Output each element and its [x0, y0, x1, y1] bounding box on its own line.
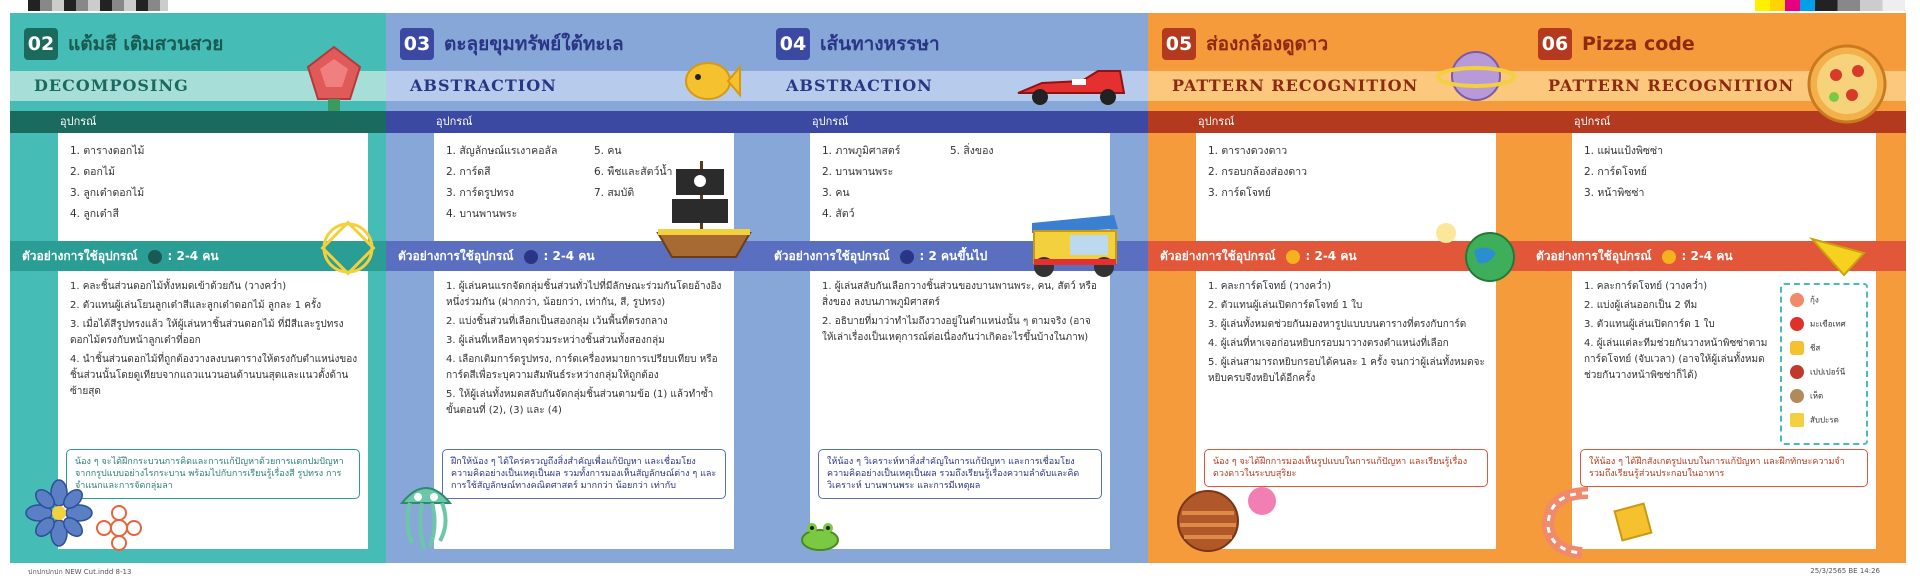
legend-label: มะเขือเทศ — [1810, 319, 1846, 329]
equipment-item: 3. การ์ดรูปทรง — [446, 187, 515, 199]
learning-note: น้อง ๆ จะได้ฝึกกระบวนการคิดและการแก้ปัญหาด้วยการแตกปมปัญหาจากกรูปแบบอย่างไรกระบาน พร้อมไปกับการเรียนรู้เรื่องสี รูปทรง การจำแนกและการจัดกลุ่มลา — [66, 449, 360, 499]
footer-slug-right: 25/3/2565 BE 14:26 — [1810, 567, 1880, 575]
people-icon — [148, 250, 162, 264]
equipment-card — [1572, 133, 1876, 241]
equipment-list-2 — [950, 141, 994, 162]
saturn-planet-icon — [1436, 41, 1516, 111]
legend-label: เปปเปอร์นี — [1810, 367, 1846, 377]
equipment-item: 4. บานพานพระ — [446, 208, 518, 220]
shrimp-cheese-icon — [1538, 483, 1658, 559]
step-item: 1. คละการ์ดโจทย์ (วางคว่ำ) — [1208, 281, 1332, 292]
footer-slug-left: ปกปกปกปก NEW Cut.indd 8-13 — [28, 568, 132, 576]
equipment-item: 3. คน — [822, 187, 850, 199]
equipment-item: 6. พืชและสัตว์น้ำ — [594, 166, 673, 178]
equipment-list — [1208, 141, 1307, 204]
equipment-item: 2. บานพานพระ — [822, 166, 894, 178]
activity-subtitle: DECOMPOSING — [34, 76, 189, 95]
players-count: : 2-4 คน — [543, 249, 595, 263]
planets-icon — [1174, 477, 1284, 557]
step-item: 1. ผู้เล่นคนแรกจัดกลุ่มชิ้นส่วนทั่วไปที่มีลักษณะร่วมกันโดยอ้างอิงหนึ่งร่วมกัน (ฝากกว่า, น้อยกว่า, เท่ากัน, สี, รูปทรง) — [446, 281, 722, 308]
people-icon — [524, 250, 538, 264]
equipment-list — [446, 141, 557, 225]
equipment-item: 2. การ์ดสี — [446, 166, 491, 178]
players-count: : 2-4 คน — [1681, 249, 1733, 263]
steps-list — [1208, 279, 1488, 390]
equipment-item: 1. ตารางดวงดาว — [1208, 145, 1288, 157]
people-icon — [1286, 250, 1300, 264]
activity-number: 03 — [400, 28, 434, 60]
activity-panel-04 — [762, 13, 1148, 563]
equipment-item: 3. การ์ดโจทย์ — [1208, 187, 1271, 199]
players-count: : 2-4 คน — [167, 249, 219, 263]
jellyfish-icon — [396, 473, 456, 553]
step-item: 2. อธิบายที่มาว่าทำไมถึงวางอยู่ในตำแหน่งนั้น ๆ ตามจริง (อาจให้เล่าเรื่องเป็นเหตุการณ์ต่อเนื่องกันว่าเกิดอะไรขึ้นบ้างในภาพ) — [822, 316, 1091, 343]
panel-header — [400, 27, 624, 61]
step-item: 1. ผู้เล่นสลับกันเลือกวางชิ้นส่วนของบานพานพระ, คน, สัตว์ หรือสิ่งของ ลงบนภาพภูมิศาสตร์ — [822, 281, 1097, 308]
equipment-band — [762, 111, 1148, 133]
activity-title: ส่องกล้องดูดาว — [1206, 33, 1329, 55]
panel-header — [1162, 27, 1328, 61]
pepperoni-icon — [1790, 365, 1804, 379]
equipment-band — [10, 111, 386, 133]
panel-header — [776, 27, 940, 61]
step-item: 1. คละการ์ดโจทย์ (วางคว่ำ) — [1584, 281, 1708, 292]
activity-subtitle: PATTERN RECOGNITION — [1172, 76, 1419, 95]
orange-flower-icon — [94, 503, 144, 553]
activity-panel-05 — [1148, 13, 1524, 563]
equipment-item: 3. หน้าพิซซ่า — [1584, 187, 1645, 199]
step-item: 2. แบ่งผู้เล่นออกเป็น 2 ทีม — [1584, 300, 1698, 311]
step-item: 1. คละชิ้นส่วนดอกไม้ทั้งหมดเข้าด้วยกัน (วางคว่ำ) — [70, 281, 287, 292]
activity-subtitle: PATTERN RECOGNITION — [1548, 76, 1795, 95]
step-item: 3. ตัวแทนผู้เล่นเปิดการ์ด 1 ใบ — [1584, 319, 1715, 330]
earth-planet-icon — [1430, 221, 1520, 291]
step-item: 3. เมื่อได้สีรูปทรงแล้ว ให้ผู้เล่นหาชิ้นส่วนดอกไม้ ที่มีสีและรูปทรงดอกไม้ตรงกับหน้าลูกเต๋าที่ออก — [70, 319, 344, 346]
equipment-label: อุปกรณ์ — [1574, 115, 1611, 128]
players-count: : 2 คนขึ้นไป — [919, 249, 988, 263]
equipment-item: 4. ลูกเต๋าสี — [70, 208, 119, 220]
steps-list — [446, 279, 726, 422]
step-item: 3. ผู้เล่นที่เหลือหาจุดร่วมระหว่างชิ้นส่วนทั้งสองกลุ่ม — [446, 335, 665, 346]
equipment-item: 2. กรอบกล้องส่องดาว — [1208, 166, 1308, 178]
steps-card — [434, 271, 734, 549]
learning-note: ให้น้อง ๆ ได้ฝึกสังเกตรูปแบบในการแก้ปัญหา และฝึกทักษะความจำ รวมถึงเรียนรู้ส่วนประกอบในอาหาร — [1580, 449, 1868, 487]
equipment-label: อุปกรณ์ — [1198, 115, 1235, 128]
step-item: 5. ให้ผู้เล่นทั้งหมดสลับกันจัดกลุ่มชิ้นส่วนตามข้อ (1) แล้วทำซ้ำขั้นตอนที่ (2), (3) และ (4) — [446, 389, 714, 416]
legend-label: สับปะรด — [1810, 415, 1839, 425]
pizza-icon — [1804, 41, 1890, 127]
legend-label: เห็ด — [1810, 391, 1824, 401]
shrimp-icon — [1790, 293, 1804, 307]
equipment-label: อุปกรณ์ — [60, 115, 97, 128]
learning-note: น้อง ๆ จะได้ฝึกการมองเห็นรูปแบบในการแก้ปัญหา และเรียนรู้เรื่องดวงดาวในระบบสุริยะ — [1204, 449, 1488, 487]
activity-panel-06 — [1524, 13, 1906, 563]
equipment-band — [1148, 111, 1524, 133]
ring-ornament-icon — [318, 218, 378, 278]
play-label: ตัวอย่างการใช้อุปกรณ์ — [1160, 249, 1276, 263]
step-item: 2. ตัวแทนผู้เล่นโยนลูกเต๋าสีและลูกเต๋าดอกไม้ ลูกละ 1 ครั้ง — [70, 300, 322, 311]
legend-label: กุ้ง — [1810, 295, 1819, 305]
topping-legend — [1780, 283, 1868, 445]
step-item: 2. แบ่งชิ้นส่วนที่เลือกเป็นสองกลุ่ม เว้นพื้นที่ตรงกลาง — [446, 316, 668, 327]
steps-list — [1584, 279, 1772, 387]
activity-subtitle: ABSTRACTION — [786, 76, 933, 95]
players-count: : 2-4 คน — [1305, 249, 1357, 263]
yellow-fish-icon — [682, 53, 742, 108]
learning-note: ให้น้อง ๆ วิเคราะห์หาสิ่งสำคัญในการแก้ปัญหา และการเชื่อมโยงความคิดอย่างเป็นเหตุเป็นผล รวมถึงเรียนรู้เรื่องความลำดับและคิดวิเคราะห์ บานพานพระ และการมีเหตุผล — [818, 449, 1102, 499]
registration-marks — [0, 0, 1920, 13]
activity-panel-03 — [386, 13, 762, 563]
steps-list — [822, 279, 1102, 349]
activity-title: Pizza code — [1582, 33, 1695, 55]
cheese-icon — [1790, 341, 1804, 355]
panel-header — [24, 27, 223, 61]
legend-label: ชีส — [1810, 343, 1821, 353]
step-item: 4. ผู้เล่นที่หาเจอก่อนหยิบกรอบมาวางตรงตำแหน่งที่เลือก — [1208, 338, 1449, 349]
equipment-item: 5. สิ่งของ — [950, 145, 994, 157]
activity-number: 05 — [1162, 28, 1196, 60]
activity-number: 04 — [776, 28, 810, 60]
activity-number: 06 — [1538, 28, 1572, 60]
flower-pentagon-icon — [304, 43, 364, 113]
equipment-list — [1584, 141, 1663, 204]
equipment-item: 1. สัญลักษณ์แรเงาคอลัล — [446, 145, 558, 157]
equipment-item: 3. ลูกเต๋าดอกไม้ — [70, 187, 145, 199]
step-item: 5. ผู้เล่นสามารถหยิบกรอบได้คนละ 1 ครั้ง จนกว่าผู้เล่นทั้งหมดจะหยิบครบจึงหยิบได้อีกครั้ง — [1208, 357, 1485, 384]
equipment-item: 4. สัตว์ — [822, 208, 855, 220]
step-item: 4. นำชิ้นส่วนดอกไม้ที่ถูกต้องวางลงบนตารางให้ตรงกับตำแหน่งของชิ้นส่วนนั้นโดยดูเทียบจากแถวแนวนอนด้านบนสุดและแนวตั้งด้านซ้ายสุด — [70, 354, 358, 397]
learning-note: ฝึกให้น้อง ๆ ได้ใคร่ครวญถึงสิ่งสำคัญเพื่อแก้ปัญหา และเชื่อมโยงความคิดอย่างเป็นเหตุเป็นผล รวมทั้งการมองเห็นสัญลักษณ์ต่าง ๆ และการใช้สัญลักษณ์ทางคณิตศาสตร์ มากกว่า น้อยกว่า เท่ากับ — [442, 449, 726, 499]
activity-title: เส้นทางหรรษา — [820, 33, 940, 55]
pirate-ship-icon — [650, 153, 760, 263]
people-icon — [1662, 250, 1676, 264]
equipment-item: 5. คน — [594, 145, 622, 157]
equipment-item: 2. ดอกไม้ — [70, 166, 116, 178]
play-label: ตัวอย่างการใช้อุปกรณ์ — [398, 249, 514, 263]
play-label: ตัวอย่างการใช้อุปกรณ์ — [1536, 249, 1652, 263]
people-icon — [900, 250, 914, 264]
pineapple-icon — [1790, 413, 1804, 427]
panel-header — [1538, 27, 1695, 61]
pineapple-slice-icon — [1804, 229, 1884, 279]
equipment-item: 1. แผ่นแป้งพิซซ่า — [1584, 145, 1664, 157]
activity-panel-02 — [10, 13, 386, 563]
race-car-icon — [1012, 63, 1132, 108]
equipment-label: อุปกรณ์ — [812, 115, 849, 128]
activity-number: 02 — [24, 28, 58, 60]
step-item: 3. ผู้เล่นทั้งหมดช่วยกันมองหารูปแบบบนตารางที่ตรงกับการ์ด — [1208, 319, 1467, 330]
equipment-list — [822, 141, 900, 225]
step-item: 2. ตัวแทนผู้เล่นเปิดการ์ดโจทย์ 1 ใบ — [1208, 300, 1363, 311]
tomato-icon — [1790, 317, 1804, 331]
mushroom-icon — [1790, 389, 1804, 403]
blue-flower-icon — [24, 478, 94, 548]
activity-subtitle: ABSTRACTION — [410, 76, 557, 95]
play-label: ตัวอย่างการใช้อุปกรณ์ — [774, 249, 890, 263]
step-item: 4. ผู้เล่นแต่ละทีมช่วยกันวางหน้าพิซซ่าตามการ์ดโจทย์ (จับเวลา) (อาจให้ผู้เล่นทั้งหมดช่วยกันวางหน้าพิซซ่าก็ได้) — [1584, 338, 1768, 381]
equipment-list — [70, 141, 144, 225]
steps-list — [70, 279, 360, 403]
equipment-label: อุปกรณ์ — [436, 115, 473, 128]
equipment-item: 1. ภาพภูมิศาสตร์ — [822, 145, 901, 157]
equipment-item: 7. สมบัติ — [594, 187, 635, 199]
equipment-item: 1. ตารางดอกไม้ — [70, 145, 145, 157]
activity-title: ตะลุยขุมทรัพย์ใต้ทะเล — [444, 33, 624, 55]
activity-title: แต้มสี เติมสวนสวย — [68, 33, 224, 55]
tuk-tuk-icon — [1018, 205, 1128, 285]
steps-card — [810, 271, 1110, 549]
equipment-item: 2. การ์ดโจทย์ — [1584, 166, 1647, 178]
play-label: ตัวอย่างการใช้อุปกรณ์ — [22, 249, 138, 263]
equipment-band — [386, 111, 762, 133]
frog-icon — [798, 518, 842, 552]
step-item: 4. เลือกเติมการ์ดรูปทรง, การ์ดเครื่องหมายการเปรียบเทียบ หรือการ์ดสีเพื่อระบุความสัมพันธ์ระหว่างกลุ่มให้ถูกต้อง — [446, 354, 718, 381]
